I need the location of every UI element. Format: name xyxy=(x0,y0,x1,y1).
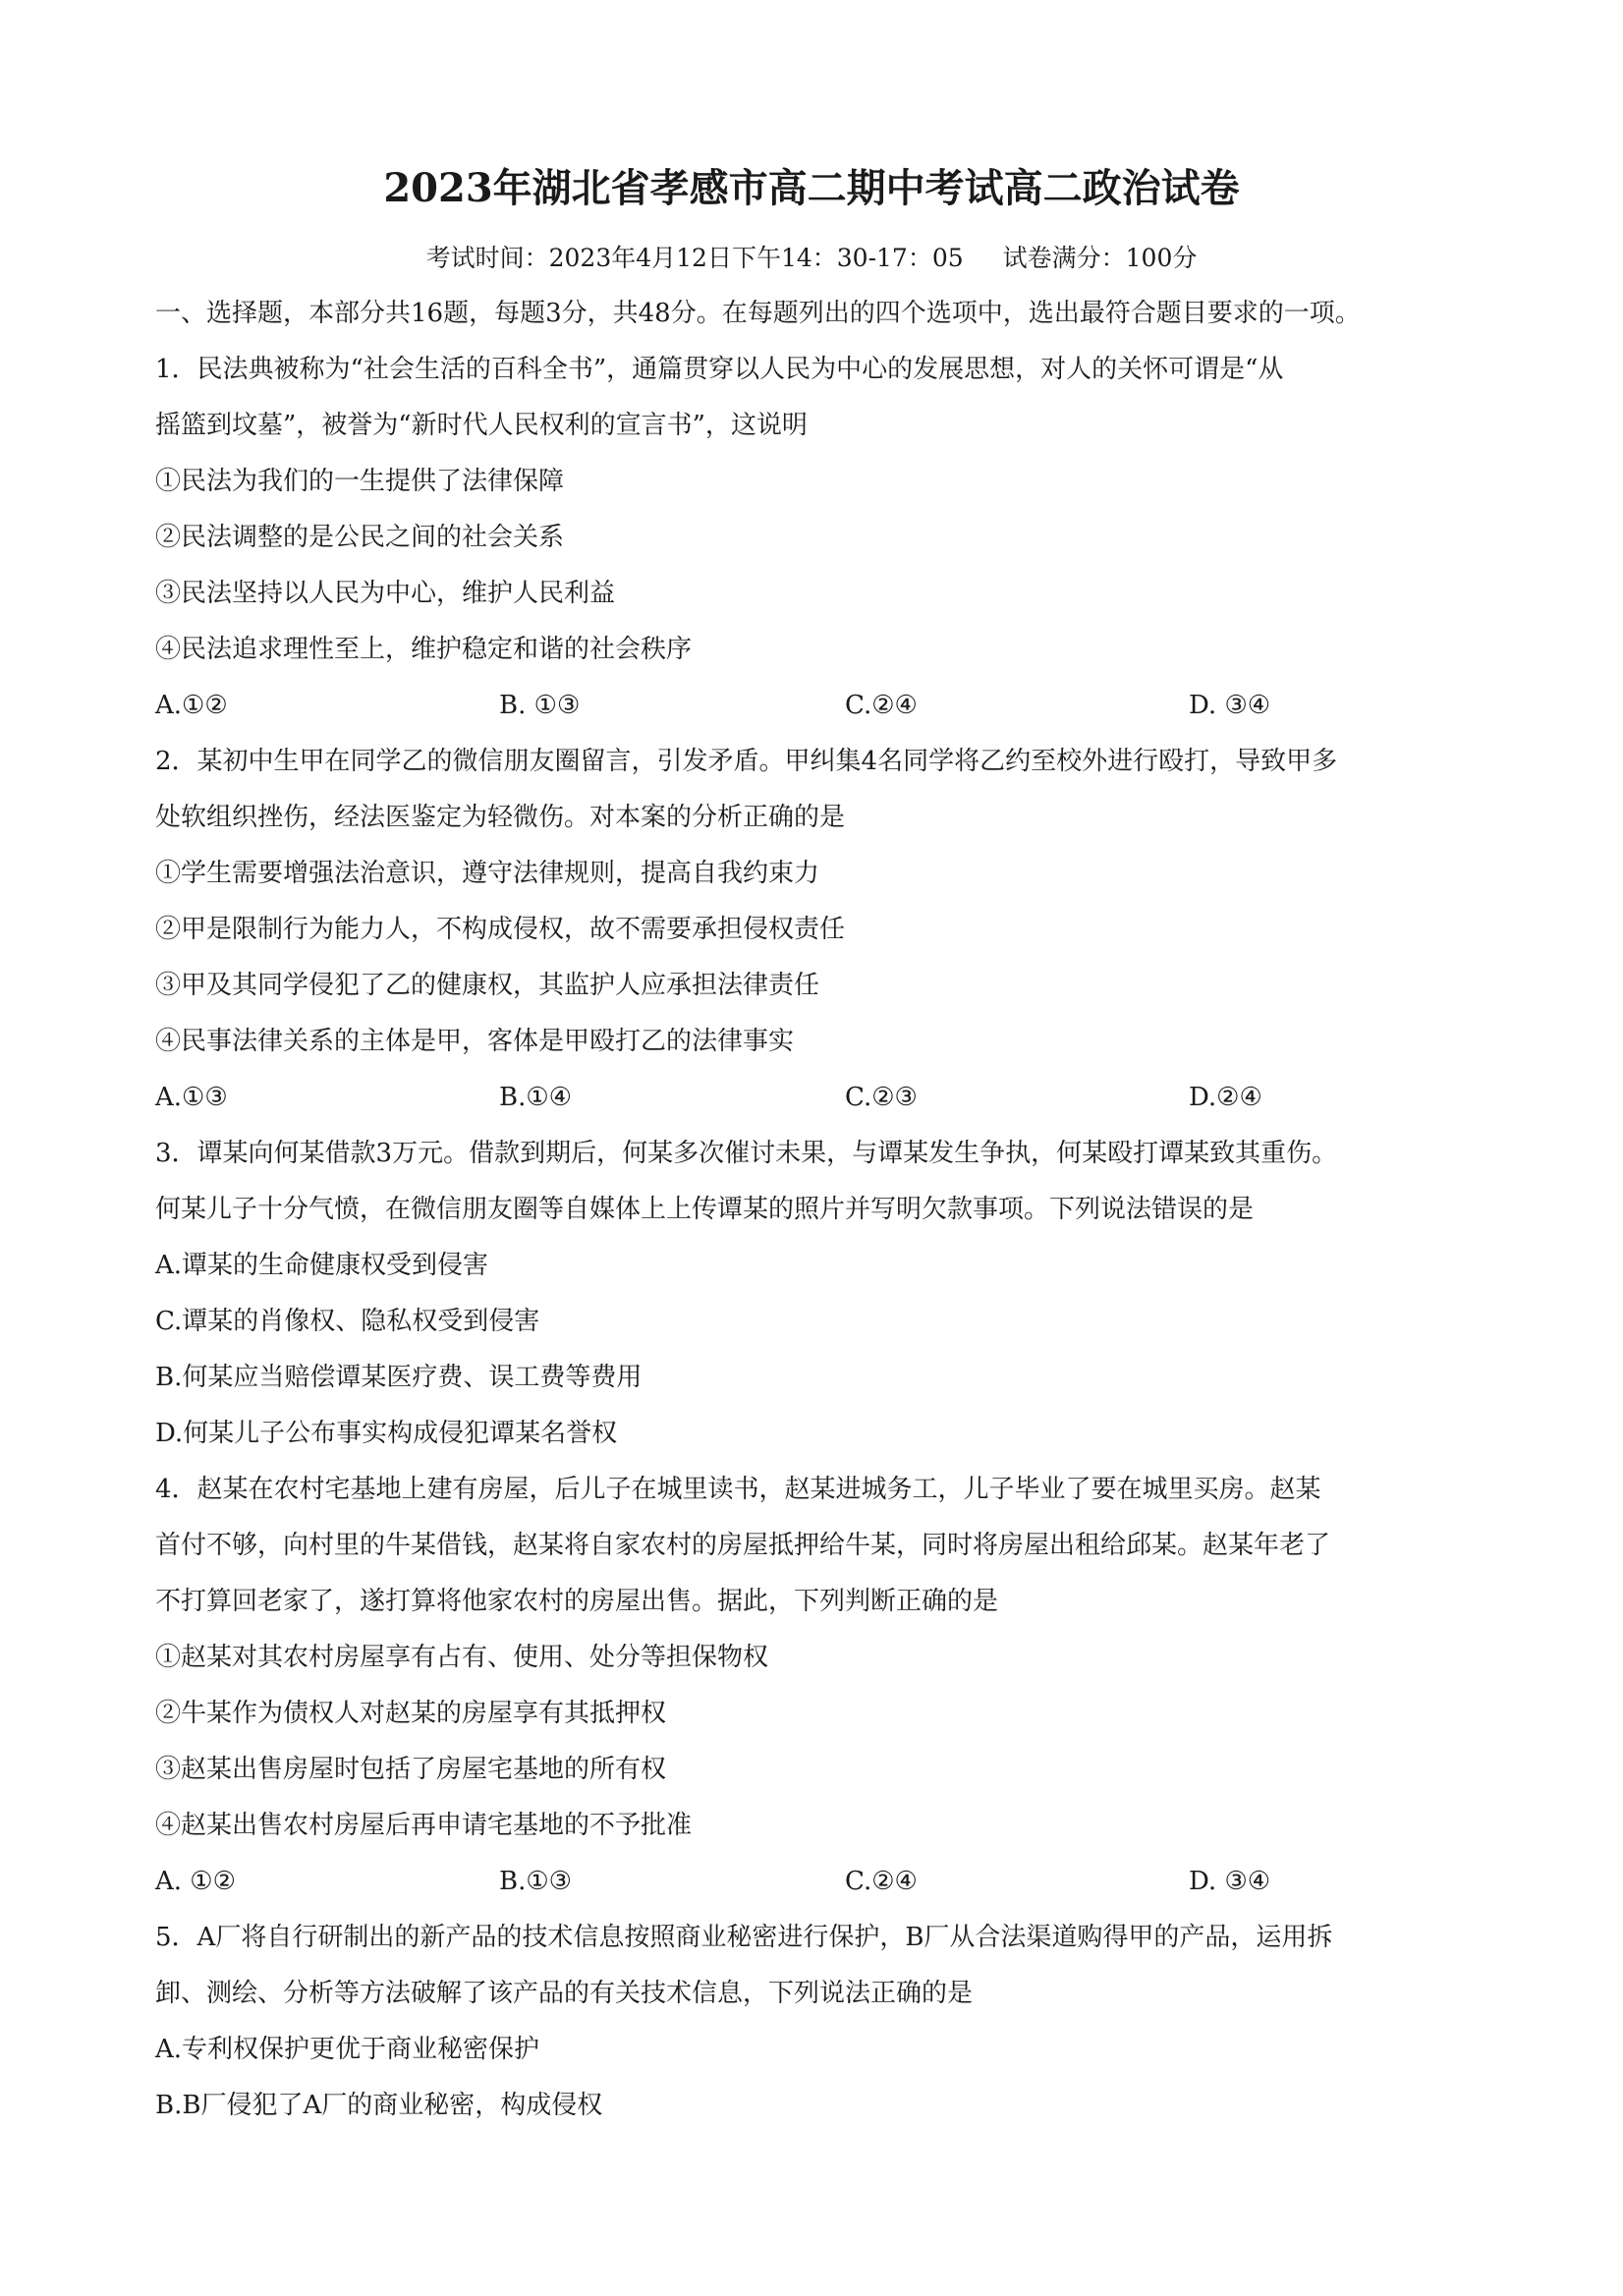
q4-item-3: ③赵某出售房屋时包括了房屋宅基地的所有权 xyxy=(155,1755,667,1784)
exam-score: 试卷满分：100分 xyxy=(1002,244,1198,272)
q1-item-1: ①民法为我们的一生提供了法律保障 xyxy=(155,467,565,496)
q1-option-d: D. ③④ xyxy=(1189,691,1271,720)
q2-option-a: A.①③ xyxy=(155,1083,228,1112)
q4-option-c: C.②④ xyxy=(845,1867,918,1896)
q2-stem-line1: 2．某初中生甲在同学乙的微信朋友圈留言，引发矛盾。甲纠集4名同学将乙约至校外进行殴打，导致甲多 xyxy=(155,747,1338,776)
q2-option-d: D.②④ xyxy=(1189,1083,1262,1112)
q4-option-d: D. ③④ xyxy=(1189,1867,1271,1896)
q4-stem-line3: 不打算回老家了，遂打算将他家农村的房屋出售。据此，下列判断正确的是 xyxy=(155,1587,999,1616)
q2-option-b: B.①④ xyxy=(499,1083,572,1112)
q1-stem-line2: 摇篮到坟墓”，被誉为“新时代人民权利的宣言书”，这说明 xyxy=(155,411,808,440)
q3-stem-line2: 何某儿子十分气愤，在微信朋友圈等自媒体上上传谭某的照片并写明欠款事项。下列说法错误的是 xyxy=(155,1195,1255,1224)
q4-option-b: B.①③ xyxy=(499,1867,572,1896)
q3-option-2: C.谭某的肖像权、隐私权受到侵害 xyxy=(155,1307,540,1336)
q5-stem-line1: 5．A厂将自行研制出的新产品的技术信息按照商业秘密进行保护，B厂从合法渠道购得甲的产品，运用拆 xyxy=(155,1923,1333,1952)
exam-meta xyxy=(0,239,1623,274)
q1-stem-line1: 1．民法典被称为“社会生活的百科全书”，通篇贯穿以人民为中心的发展思想，对人的关怀可谓是“从 xyxy=(155,355,1284,384)
q1-item-3: ③民法坚持以人民为中心，维护人民利益 xyxy=(155,579,616,608)
exam-time: 考试时间：2023年4月12日下午14：30-17：05 xyxy=(425,244,964,272)
q4-stem-line1: 4．赵某在农村宅基地上建有房屋，后儿子在城里读书，赵某进城务工，儿子毕业了要在城里买房。赵某 xyxy=(155,1475,1321,1504)
q3-stem-line1: 3．谭某向何某借款3万元。借款到期后，何某多次催讨未果，与谭某发生争执，何某殴打谭某致其重伤。 xyxy=(155,1139,1338,1168)
q4-item-4: ④赵某出售农村房屋后再申请宅基地的不予批准 xyxy=(155,1811,693,1840)
q2-item-3: ③甲及其同学侵犯了乙的健康权，其监护人应承担法律责任 xyxy=(155,971,820,1000)
q3-option-3: B.何某应当赔偿谭某医疗费、误工费等费用 xyxy=(155,1363,643,1392)
q5-option-b: B.B厂侵犯了A厂的商业秘密，构成侵权 xyxy=(155,2091,603,2120)
q2-stem-line2: 处软组织挫伤，经法医鉴定为轻微伤。对本案的分析正确的是 xyxy=(155,803,846,832)
q2-item-2: ②甲是限制行为能力人，不构成侵权，故不需要承担侵权责任 xyxy=(155,915,846,944)
q2-option-c: C.②③ xyxy=(845,1083,918,1112)
q1-item-4: ④民法追求理性至上，维护稳定和谐的社会秩序 xyxy=(155,635,693,664)
q5-stem-line2: 卸、测绘、分析等方法破解了该产品的有关技术信息，下列说法正确的是 xyxy=(155,1979,974,2008)
q4-option-a: A. ①② xyxy=(155,1867,236,1896)
q2-item-4: ④民事法律关系的主体是甲，客体是甲殴打乙的法律事实 xyxy=(155,1027,795,1056)
section-heading: 一、选择题，本部分共16题，每题3分，共48分。在每题列出的四个选项中，选出最符合题目要求的一项。 xyxy=(155,299,1361,328)
q4-item-1: ①赵某对其农村房屋享有占有、使用、处分等担保物权 xyxy=(155,1643,769,1672)
q1-option-b: B. ①③ xyxy=(499,691,581,720)
q4-item-2: ②牛某作为债权人对赵某的房屋享有其抵押权 xyxy=(155,1699,667,1728)
q1-option-c: C.②④ xyxy=(845,691,918,720)
q1-option-a: A.①② xyxy=(155,691,228,720)
q3-option-4: D.何某儿子公布事实构成侵犯谭某名誉权 xyxy=(155,1419,618,1448)
q4-stem-line2: 首付不够，向村里的牛某借钱，赵某将自家农村的房屋抵押给牛某，同时将房屋出租给邱某。赵某年老了 xyxy=(155,1531,1331,1560)
q2-item-1: ①学生需要增强法治意识，遵守法律规则，提高自我约束力 xyxy=(155,859,820,888)
page-title: 2023年湖北省孝感市高二期中考试高二政治试卷 xyxy=(383,165,1240,211)
q1-item-2: ②民法调整的是公民之间的社会关系 xyxy=(155,523,565,552)
q3-option-1: A.谭某的生命健康权受到侵害 xyxy=(155,1251,489,1280)
q5-option-a: A.专利权保护更优于商业秘密保护 xyxy=(155,2035,540,2064)
